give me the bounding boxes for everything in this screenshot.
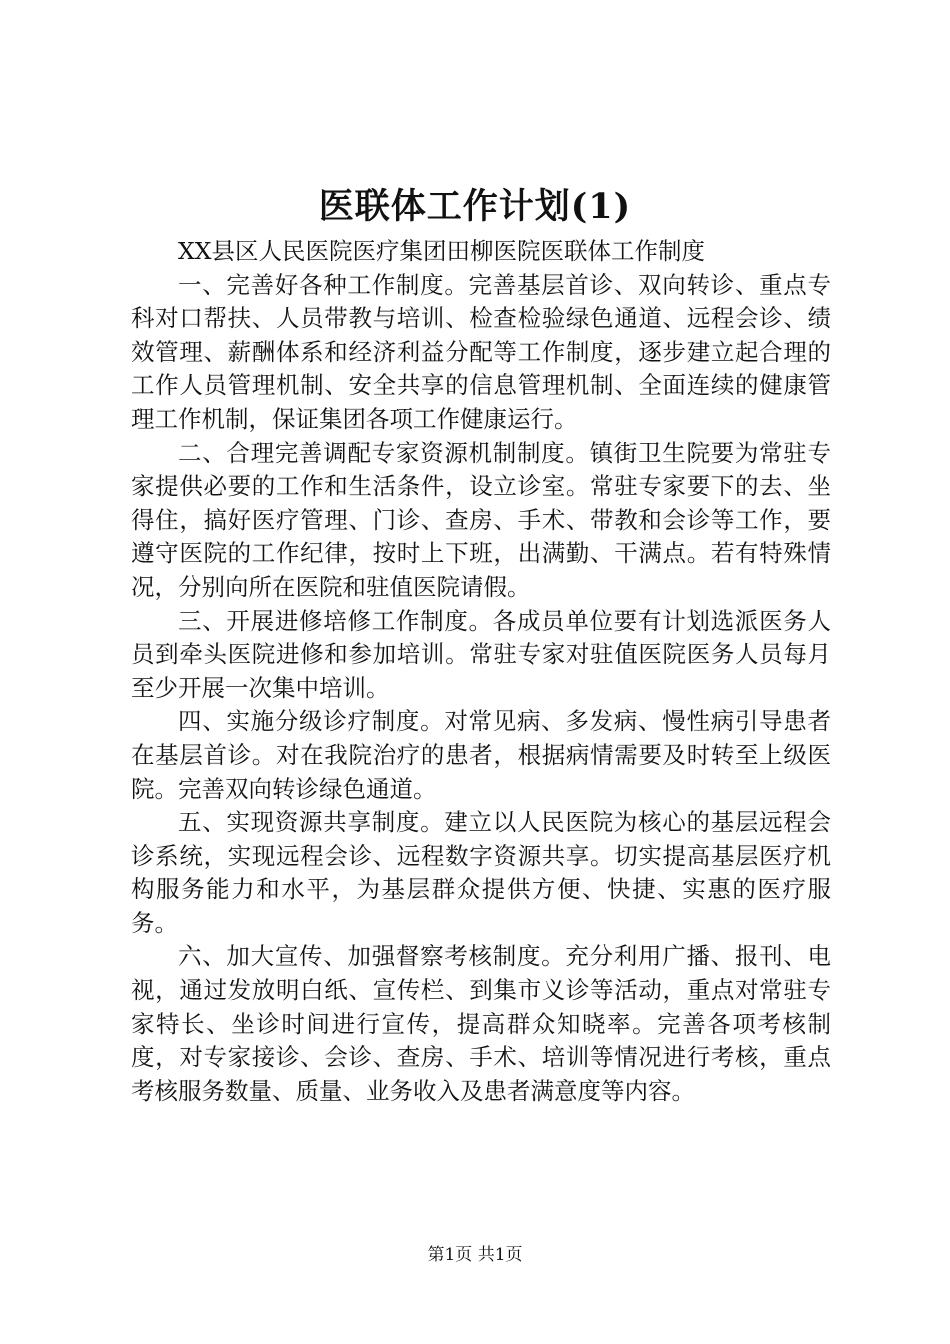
document-title: 医联体工作计划(1)	[318, 186, 632, 227]
document-body	[131, 235, 831, 1108]
body-paragraph: 五、实现资源共享制度。建立以人民医院为核心的基层远程会诊系统，实现远程会诊、远程数字资源共享。切实提高基层医疗机构服务能力和水平，为基层群众提供方便、快捷、实惠的医疗服务。	[131, 808, 831, 937]
page-number-footer: 第1页 共1页	[427, 1245, 523, 1265]
body-paragraph: 四、实施分级诊疗制度。对常见病、多发病、慢性病引导患者在基层首诊。对在我院治疗的患者，根据病情需要及时转至上级医院。完善双向转诊绿色通道。	[131, 707, 831, 803]
body-paragraph: 三、开展进修培修工作制度。各成员单位要有计划选派医务人员到牵头医院进修和参加培训。常驻专家对驻值医院医务人员每月至少开展一次集中培训。	[131, 606, 831, 702]
body-paragraph: 二、合理完善调配专家资源机制制度。镇街卫生院要为常驻专家提供必要的工作和生活条件，设立诊室。常驻专家要下的去、坐得住，搞好医疗管理、门诊、查房、手术、带教和会诊等工作，要遵守医院的工作纪律，按时上下班，出满勤、干满点。若有特殊情况，分别向所在医院和驻值医院请假。	[131, 438, 831, 601]
body-paragraph: XX县区人民医院医疗集团田柳医院医联体工作制度	[178, 237, 705, 265]
body-paragraph: 一、完善好各种工作制度。完善基层首诊、双向转诊、重点专科对口帮扶、人员带教与培训、检查检验绿色通道、远程会诊、绩效管理、薪酬体系和经济利益分配等工作制度，逐步建立起合理的工作人员管理机制、安全共享的信息管理机制、全面连续的健康管理工作机制，保证集团各项工作健康运行。	[131, 270, 831, 433]
body-paragraph: 六、加大宣传、加强督察考核制度。充分利用广播、报刊、电视，通过发放明白纸、宣传栏、到集市义诊等活动，重点对常驻专家特长、坐诊时间进行宣传，提高群众知晓率。完善各项考核制度，对专家接诊、会诊、查房、手术、培训等情况进行考核，重点考核服务数量、质量、业务收入及患者满意度等内容。	[131, 942, 831, 1105]
